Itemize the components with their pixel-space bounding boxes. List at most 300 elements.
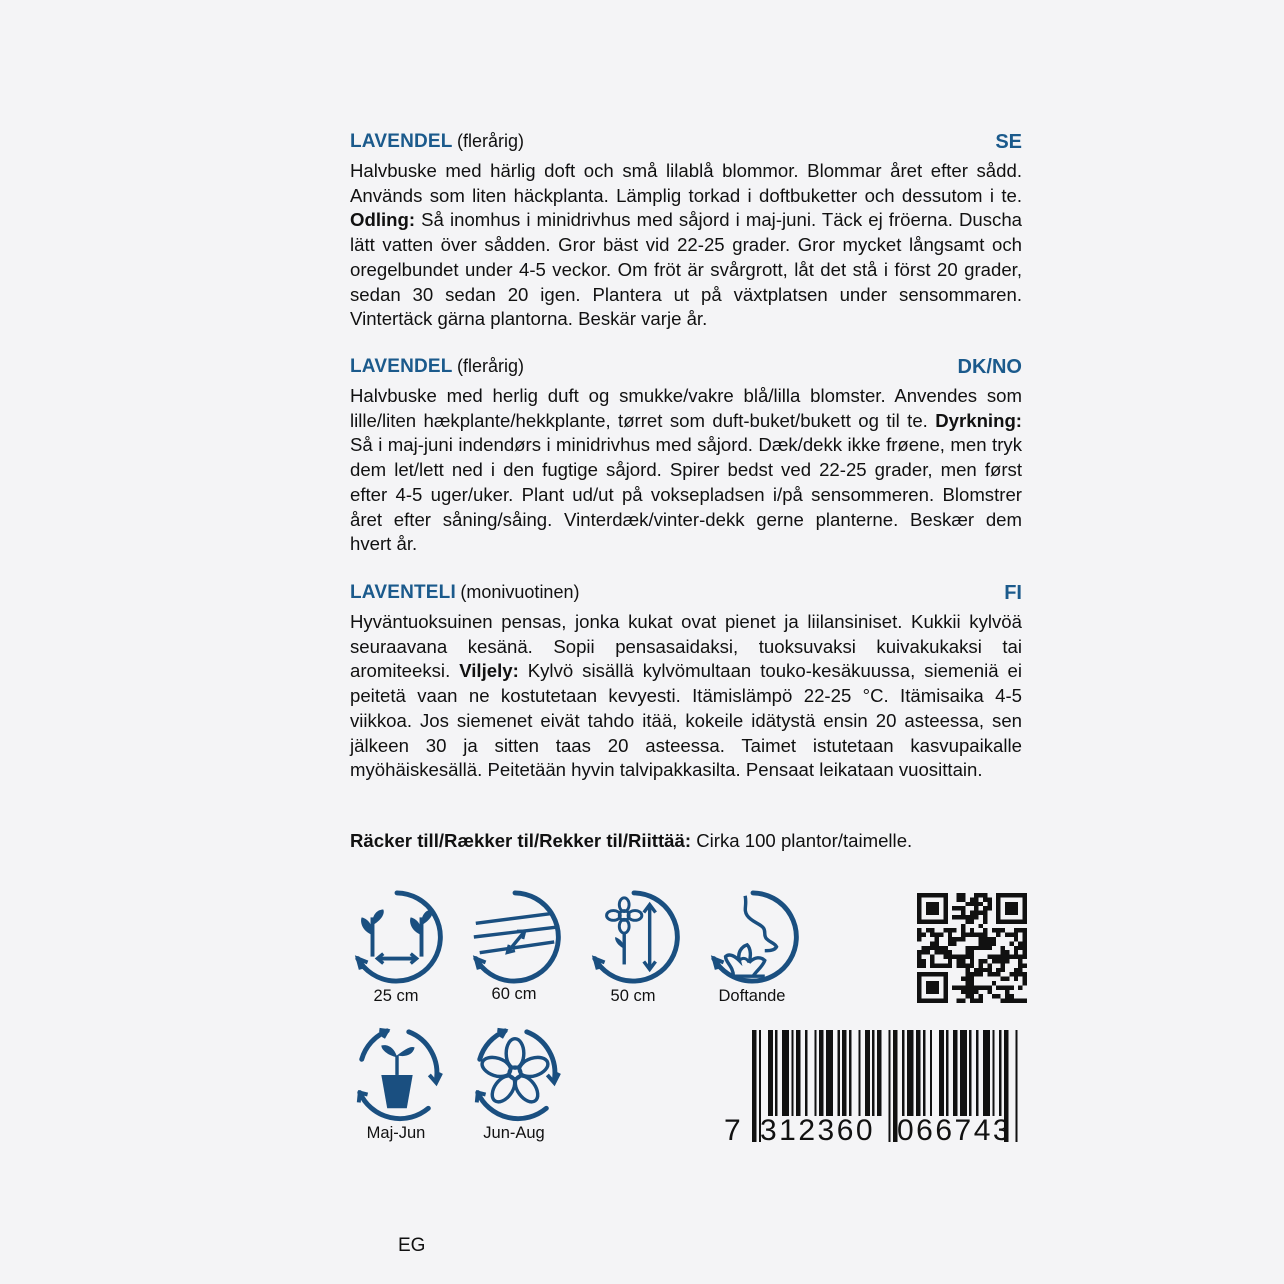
qr-module <box>948 928 952 932</box>
qr-module <box>926 893 930 897</box>
qr-module <box>961 937 965 941</box>
qr-module <box>943 906 947 910</box>
qr-module <box>921 950 925 954</box>
qr-module <box>974 946 978 950</box>
barcode-bar <box>923 1030 925 1116</box>
qr-module <box>970 915 974 919</box>
language-code: SE <box>995 131 1022 153</box>
qr-module <box>921 959 925 963</box>
qr-module <box>943 981 947 985</box>
qr-module <box>917 990 921 994</box>
qr-module <box>1005 959 1009 963</box>
cultivation-label: Odling: <box>350 209 416 231</box>
qr-module <box>970 950 974 954</box>
qr-module <box>943 985 947 989</box>
qr-module <box>970 959 974 963</box>
qr-module <box>961 906 965 910</box>
description-text: Hyväntuoksuinen pensas, jonka kukat ovat pienet ja liilansiniset. Kukkii kylvöä seuraavana kesänä. Sopii pensasaidaksi, tuoksuvaksi kuivakukaksi tai aromiteeksi. <box>350 611 1022 682</box>
qr-module <box>983 985 987 989</box>
qr-module <box>965 933 969 937</box>
qr-module <box>917 933 921 937</box>
qr-module <box>979 902 983 906</box>
qr-module <box>935 946 939 950</box>
qr-module <box>926 946 930 950</box>
qr-module <box>996 906 1000 910</box>
qr-module <box>957 893 961 897</box>
qr-module <box>979 911 983 915</box>
qr-module <box>983 906 987 910</box>
qr-module <box>921 963 925 967</box>
qr-module <box>1014 955 1018 959</box>
qr-module <box>965 919 969 923</box>
qr-module <box>965 902 969 906</box>
qr-module <box>987 902 991 906</box>
flowering-time-icon <box>466 1024 564 1122</box>
qr-module <box>1005 919 1009 923</box>
qr-module <box>961 955 965 959</box>
barcode-bar <box>819 1030 824 1116</box>
qr-module <box>1023 902 1027 906</box>
qr-module <box>1018 941 1022 945</box>
barcode-bar <box>1015 1030 1017 1142</box>
qr-module <box>1018 919 1022 923</box>
qr-module <box>1009 906 1013 910</box>
qr-module <box>926 950 930 954</box>
height-label: 50 cm <box>610 987 656 1005</box>
yield-info <box>350 830 912 852</box>
qr-module <box>961 897 965 901</box>
qr-module <box>974 897 978 901</box>
qr-module <box>1018 928 1022 932</box>
qr-module <box>939 963 943 967</box>
qr-module <box>957 937 961 941</box>
barcode-bar <box>946 1030 948 1116</box>
qr-module <box>1023 946 1027 950</box>
qr-module <box>983 919 987 923</box>
qr-module <box>983 937 987 941</box>
qr-module <box>930 946 934 950</box>
qr-module <box>917 893 921 897</box>
qr-module <box>983 941 987 945</box>
qr-module <box>983 915 987 919</box>
qr-module <box>935 999 939 1003</box>
qr-module <box>1009 919 1013 923</box>
qr-module <box>943 990 947 994</box>
qr-module <box>983 928 987 932</box>
qr-module <box>987 990 991 994</box>
qr-module <box>935 933 939 937</box>
qr-module <box>935 985 939 989</box>
qr-module <box>943 919 947 923</box>
qr-module <box>1023 941 1027 945</box>
qr-module <box>987 897 991 901</box>
section-text <box>350 384 1022 557</box>
qr-module <box>987 968 991 972</box>
qr-module <box>917 994 921 998</box>
qr-module <box>965 955 969 959</box>
qr-module <box>1014 937 1018 941</box>
qr-module <box>921 919 925 923</box>
qr-module <box>979 959 983 963</box>
qr-module <box>952 941 956 945</box>
qr-module <box>939 946 943 950</box>
qr-module <box>961 963 965 967</box>
barcode-right-digits: 066743 <box>897 1114 1013 1147</box>
qr-module <box>943 977 947 981</box>
qr-module <box>1018 955 1022 959</box>
qr-module <box>1023 977 1027 981</box>
qr-module <box>952 955 956 959</box>
qr-module <box>961 933 965 937</box>
qr-module <box>948 963 952 967</box>
language-code: DK/NO <box>957 356 1022 378</box>
qr-module <box>961 977 965 981</box>
qr-module <box>965 990 969 994</box>
yield-value: Cirka 100 plantor/taimelle. <box>691 830 913 851</box>
barcode-bar <box>752 1030 757 1142</box>
qr-module <box>1009 893 1013 897</box>
qr-module <box>992 972 996 976</box>
qr-code[interactable] <box>917 893 1027 1003</box>
qr-module <box>961 990 965 994</box>
qr-module <box>926 928 930 932</box>
qr-module <box>996 972 1000 976</box>
qr-module <box>974 972 978 976</box>
section-header <box>350 356 1022 384</box>
qr-module <box>970 999 974 1003</box>
barcode-bar <box>842 1030 847 1116</box>
qr-module <box>957 985 961 989</box>
qr-module <box>948 937 952 941</box>
qr-module <box>970 919 974 923</box>
qr-module <box>1001 928 1005 932</box>
qr-module <box>930 911 934 915</box>
qr-module <box>957 963 961 967</box>
cultivation-text: Kylvö sisällä kylvömultaan touko-kesäkuussa, siemeniä ei peitetä vaan ne kostutetaan kevyesti. Itämislämpö 22-25 °C. Itämisaika 4-5 viikkoa. Jos siemenet eivät tahdo itää, kokeile idätystä ensin 20 asteessa, sen jälkeen 30 ja sitten taas 20 asteessa. Taimet istutetaan kasvupaikalle myöhäiskesällä. Peitetään hyvin talvipakkasilta. Pensaat leikataan vuosittain. <box>350 660 1023 781</box>
qr-module <box>1009 941 1013 945</box>
qr-module <box>1001 985 1005 989</box>
qr-module <box>970 928 974 932</box>
qr-module <box>965 915 969 919</box>
barcode-bar <box>872 1030 874 1116</box>
cultivation-text: Så inomhus i minidrivhus med såjord i maj-juni. Täck ej fröerna. Duscha lätt vatten över sådden. Gror bäst vid 22-25 grader. Gror mycket långsamt och oregelbundet under 4-5 veckor. Om fröt är svårgrott, låt det stå i först 20 grader, sedan 30 sedan 20 igen. Plantera ut på växtplatsen under sensommaren. Vintertäck gärna plantorna. Beskär varje år. <box>350 209 1022 330</box>
qr-module <box>987 941 991 945</box>
qr-module <box>970 902 974 906</box>
qr-module <box>1009 933 1013 937</box>
qr-module <box>987 985 991 989</box>
qr-module <box>979 946 983 950</box>
qr-module <box>930 985 934 989</box>
qr-module <box>1014 968 1018 972</box>
qr-module <box>917 955 921 959</box>
qr-module <box>974 906 978 910</box>
section-fi <box>350 582 1022 783</box>
qr-module <box>935 906 939 910</box>
qr-module <box>979 893 983 897</box>
qr-module <box>921 946 925 950</box>
qr-module <box>979 968 983 972</box>
qr-module <box>930 919 934 923</box>
qr-module <box>948 933 952 937</box>
qr-module <box>926 985 930 989</box>
qr-module <box>935 893 939 897</box>
qr-module <box>935 937 939 941</box>
qr-module <box>965 968 969 972</box>
qr-module <box>917 999 921 1003</box>
plant-type: (flerårig) <box>457 356 525 376</box>
qr-module <box>935 911 939 915</box>
qr-module <box>974 902 978 906</box>
qr-module <box>1014 933 1018 937</box>
qr-module <box>1014 999 1018 1003</box>
qr-module <box>957 906 961 910</box>
section-header <box>350 582 1022 610</box>
qr-module <box>996 933 1000 937</box>
barcode-bar <box>999 1030 1001 1116</box>
section-text <box>350 610 1022 783</box>
barcode-bar <box>826 1030 833 1116</box>
qr-module <box>917 959 921 963</box>
qr-module <box>961 911 965 915</box>
qr-module <box>943 955 947 959</box>
qr-module <box>987 963 991 967</box>
qr-module <box>996 915 1000 919</box>
cultivation-label: Dyrkning: <box>935 409 1022 431</box>
qr-module <box>939 893 943 897</box>
qr-module <box>935 919 939 923</box>
qr-module <box>974 990 978 994</box>
barcode-bar <box>768 1030 773 1116</box>
qr-module <box>935 981 939 985</box>
qr-module <box>970 897 974 901</box>
qr-module <box>1005 893 1009 897</box>
qr-module <box>983 897 987 901</box>
cultivation-label: Viljely: <box>459 660 519 682</box>
qr-module <box>987 906 991 910</box>
qr-module <box>935 990 939 994</box>
qr-module <box>974 893 978 897</box>
qr-module <box>1023 933 1027 937</box>
qr-module <box>979 999 983 1003</box>
qr-module <box>930 999 934 1003</box>
qr-module <box>1005 999 1009 1003</box>
qr-module <box>917 902 921 906</box>
barcode-bar <box>782 1030 789 1116</box>
qr-module <box>974 915 978 919</box>
qr-module <box>970 955 974 959</box>
qr-module <box>1018 999 1022 1003</box>
qr-module <box>1001 950 1005 954</box>
spacing-label: 25 cm <box>373 987 419 1005</box>
qr-module <box>1001 999 1005 1003</box>
qr-module <box>996 902 1000 906</box>
qr-module <box>948 950 952 954</box>
qr-module <box>970 994 974 998</box>
sowing-time-label: Maj-Jun <box>366 1124 426 1142</box>
qr-module <box>1023 919 1027 923</box>
language-code: FI <box>1004 582 1022 604</box>
barcode-left-digits: 312360 <box>760 1114 876 1147</box>
qr-module <box>917 915 921 919</box>
qr-module <box>961 985 965 989</box>
qr-module <box>957 959 961 963</box>
qr-module <box>939 950 943 954</box>
barcode-first-digit: 7 <box>724 1114 743 1147</box>
qr-module <box>992 994 996 998</box>
row-spacing-icon <box>466 888 564 986</box>
qr-module <box>948 941 952 945</box>
qr-module <box>921 972 925 976</box>
qr-module <box>926 911 930 915</box>
qr-module <box>935 902 939 906</box>
qr-module <box>948 959 952 963</box>
barcode-bar <box>814 1030 816 1116</box>
qr-module <box>983 933 987 937</box>
qr-module <box>926 981 930 985</box>
qr-module <box>1018 968 1022 972</box>
qr-module <box>952 985 956 989</box>
qr-module <box>943 950 947 954</box>
qr-module <box>970 972 974 976</box>
qr-module <box>943 902 947 906</box>
qr-module <box>1014 950 1018 954</box>
qr-module <box>965 985 969 989</box>
qr-module <box>935 941 939 945</box>
qr-module <box>943 897 947 901</box>
qr-module <box>992 959 996 963</box>
qr-module <box>970 911 974 915</box>
qr-module <box>935 963 939 967</box>
qr-module <box>979 994 983 998</box>
qr-module <box>961 915 965 919</box>
qr-module <box>1023 937 1027 941</box>
qr-module <box>1005 990 1009 994</box>
qr-module <box>965 963 969 967</box>
qr-module <box>1005 911 1009 915</box>
qr-module <box>979 985 983 989</box>
qr-module <box>1005 902 1009 906</box>
qr-module <box>1014 919 1018 923</box>
barcode-bar <box>865 1030 870 1116</box>
qr-module <box>952 906 956 910</box>
qr-module <box>957 955 961 959</box>
qr-module <box>1005 950 1009 954</box>
qr-module <box>948 955 952 959</box>
plant-name: LAVENTELI <box>350 582 456 603</box>
barcode-bar <box>992 1030 994 1116</box>
qr-module <box>996 955 1000 959</box>
qr-module <box>983 893 987 897</box>
qr-module <box>996 968 1000 972</box>
qr-module <box>1014 946 1018 950</box>
qr-module <box>1023 915 1027 919</box>
qr-module <box>996 911 1000 915</box>
qr-module <box>943 994 947 998</box>
qr-module <box>1005 955 1009 959</box>
qr-module <box>1014 902 1018 906</box>
qr-module <box>930 941 934 945</box>
qr-module <box>917 977 921 981</box>
qr-module <box>992 941 996 945</box>
qr-module <box>952 915 956 919</box>
qr-module <box>926 902 930 906</box>
qr-module <box>996 893 1000 897</box>
qr-module <box>917 911 921 915</box>
qr-module <box>917 972 921 976</box>
qr-module <box>1023 999 1027 1003</box>
qr-module <box>930 955 934 959</box>
qr-module <box>930 990 934 994</box>
qr-module <box>952 928 956 932</box>
qr-module <box>921 893 925 897</box>
qr-module <box>935 972 939 976</box>
barcode <box>722 1030 1027 1150</box>
qr-module <box>1023 897 1027 901</box>
qr-module <box>965 981 969 985</box>
qr-module <box>992 928 996 932</box>
qr-module <box>1014 972 1018 976</box>
row-spacing-label: 60 cm <box>491 985 537 1003</box>
qr-module <box>917 981 921 985</box>
qr-module <box>987 937 991 941</box>
plant-type: (flerårig) <box>457 131 525 151</box>
plant-name: LAVENDEL <box>350 131 453 152</box>
barcode-bar <box>930 1030 932 1116</box>
description-text: Halvbuske med härlig doft och små lilablå blommor. Blommar året efter sådd. Används som liten häckplanta. Lämplig torkad i doftbuketter och dessutom i te. <box>350 160 1022 206</box>
qr-module <box>965 946 969 950</box>
fragrant-icon <box>704 888 802 986</box>
qr-module <box>1001 919 1005 923</box>
qr-module <box>979 924 983 928</box>
qr-module <box>926 919 930 923</box>
barcode-bar <box>858 1030 860 1116</box>
qr-module <box>917 937 921 941</box>
sowing-time-icon <box>348 1024 446 1122</box>
qr-module <box>979 933 983 937</box>
qr-module <box>1023 906 1027 910</box>
barcode-bar <box>916 1030 921 1116</box>
barcode-bar <box>796 1030 801 1116</box>
barcode-bar <box>877 1030 882 1116</box>
qr-module <box>974 999 978 1003</box>
qr-module <box>1001 955 1005 959</box>
qr-module <box>992 981 996 985</box>
qr-module <box>1018 959 1022 963</box>
qr-module <box>983 911 987 915</box>
qr-module <box>965 977 969 981</box>
qr-module <box>1001 946 1005 950</box>
qr-module <box>970 985 974 989</box>
flowering-time-label: Jun-Aug <box>483 1124 545 1142</box>
qr-module <box>917 963 921 967</box>
section-dk-no <box>350 356 1022 557</box>
qr-module <box>974 985 978 989</box>
qr-module <box>979 972 983 976</box>
qr-module <box>1005 985 1009 989</box>
qr-module <box>961 999 965 1003</box>
qr-module <box>926 906 930 910</box>
qr-module <box>917 919 921 923</box>
qr-module <box>930 928 934 932</box>
qr-module <box>1009 999 1013 1003</box>
qr-module <box>1023 893 1027 897</box>
qr-module <box>996 959 1000 963</box>
qr-module <box>996 985 1000 989</box>
barcode-bar <box>953 1030 958 1116</box>
barcode-bar <box>907 1030 914 1116</box>
qr-module <box>965 972 969 976</box>
plant-spacing-icon <box>348 888 446 986</box>
